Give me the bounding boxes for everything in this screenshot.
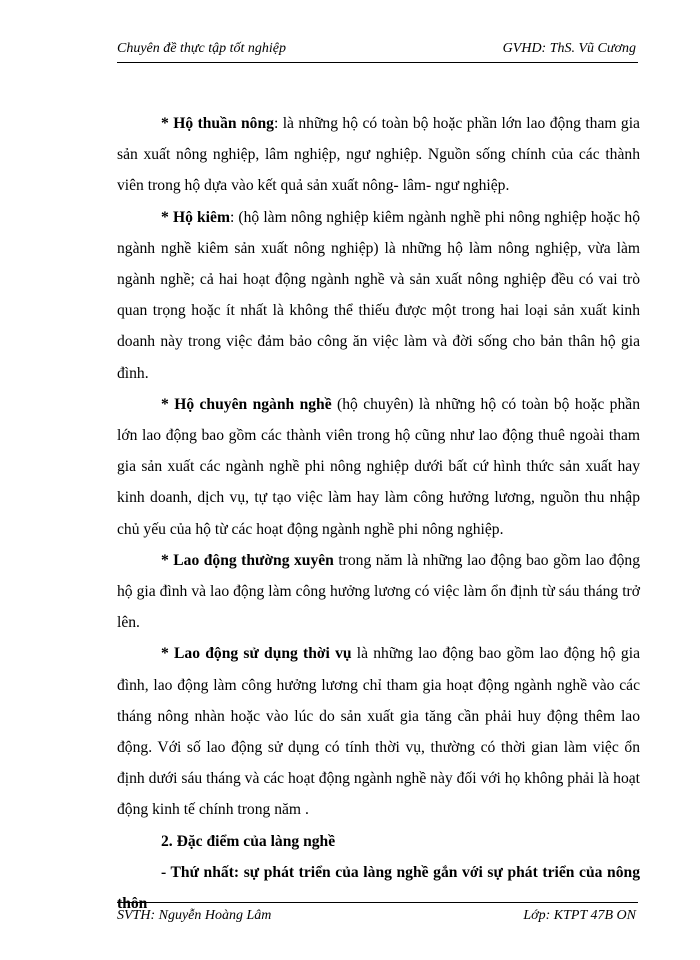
paragraph-ho-kiem — [117, 202, 640, 389]
footer-student: SVTH: Nguyễn Hoàng Lâm — [117, 908, 272, 923]
header-title: Chuyên đề thực tập tốt nghiệp — [117, 41, 286, 56]
definition-lao-dong-thoi-vu: là những lao động bao gồm lao động hộ gia đình, lao động làm công hưởng lương chỉ tham gia hoạt động ngành nghề vào các tháng nông nhàn hoặc vào lúc do sản xuất gia tăng cần phải huy động thêm lao động. Với số lao động sử dụng có tính thời vụ, thường có thời gian làm việc ổn định dưới sáu tháng và các hoạt động ngành nghề này đối với họ không phải là hoạt động kinh tế chính trong năm . — [117, 645, 640, 819]
subheading-text: - Thứ nhất: sự phát triển của làng nghề gắn với sự phát triển của nông thôn — [117, 863, 640, 913]
definition-thuan-nong: : là những hộ có toàn bộ hoặc phần lớn lao động tham gia sản xuất nông nghiệp, lâm nghiệp, ngư nghiệp. Nguồn sống chính của các thành viên trong hộ dựa vào kết quả sản xuất nông- lâm- ngư nghiệp. — [117, 115, 640, 195]
term-thuan-nong: * Hộ thuần nông — [161, 115, 274, 132]
page-header — [117, 40, 638, 63]
definition-lao-dong-thuong-xuyen: trong năm là những lao động bao gồm lao động hộ gia đình và lao động làm công hưởng lương có việc làm ổn định từ sáu tháng trở lên. — [117, 551, 641, 632]
paragraph-lao-dong-thuong-xuyen — [117, 545, 640, 639]
header-advisor: GVHD: ThS. Vũ Cương — [502, 41, 636, 56]
paragraph-thuan-nong — [117, 108, 640, 202]
section-heading-text: 2. Đặc điểm của làng nghề — [161, 832, 336, 850]
term-ho-chuyen: * Hộ chuyên ngành nghề — [161, 395, 332, 413]
paragraph-ho-chuyen — [117, 389, 640, 545]
section-heading — [117, 826, 640, 857]
term-ho-kiem: * Hộ kiêm — [161, 208, 230, 226]
page-footer — [117, 902, 638, 925]
document-body — [117, 108, 640, 919]
term-lao-dong-thuong-xuyen: * Lao động thường xuyên — [161, 551, 334, 569]
paragraph-lao-dong-thoi-vu — [117, 638, 640, 825]
definition-ho-chuyen: (hộ chuyên) là những hộ có toàn bộ hoặc phần lớn lao động bao gồm các thành viên trong hộ cũng như lao động thuê ngoài tham gia sản xuất các ngành nghề phi nông nghiệp dưới bất cứ hình thức sản xuất hay kinh doanh, dịch vụ, tự tạo việc làm hay làm công hưởng lương, nguồn thu nhập chủ yếu của hộ từ các hoạt động ngành nghề phi nông nghiệp. — [117, 395, 640, 538]
footer-class: Lớp: KTPT 47B ON — [523, 908, 636, 923]
term-lao-dong-thoi-vu: * Lao động sử dụng thời vụ — [161, 645, 352, 663]
definition-ho-kiem: : (hộ làm nông nghiệp kiêm ngành nghề phi nông nghiệp hoặc hộ ngành nghề kiêm sản xuất nông nghiệp) là những hộ làm nông nghiệp, vừa làm ngành nghề; cả hai hoạt động ngành nghề và sản xuất nông nghiệp đều có vai trò quan trọng hoặc ít nhất là không thể thiếu được một trong hai loại sản xuất kinh doanh này trong việc đảm bảo công ăn việc làm và đời sống cho bản thân hộ gia đình. — [117, 208, 640, 382]
